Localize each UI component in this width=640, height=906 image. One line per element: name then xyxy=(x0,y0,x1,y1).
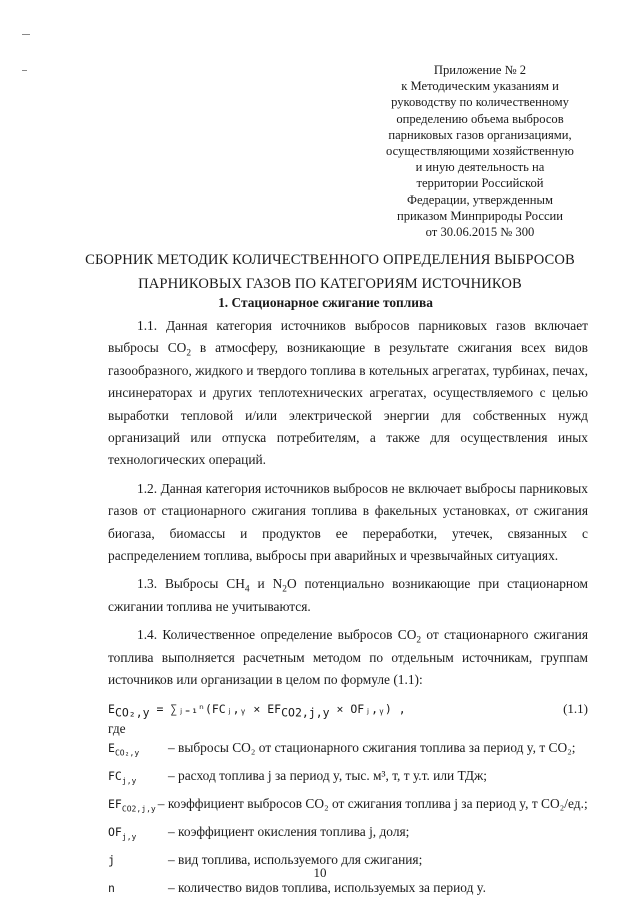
formula-1-1 xyxy=(108,698,588,720)
definition-symbol: $FC_{j,y}$ xyxy=(108,768,137,785)
appendix-header xyxy=(360,62,600,240)
definition-symbol: n xyxy=(108,880,115,895)
definition-item xyxy=(108,794,588,814)
document-title xyxy=(60,248,600,296)
definition-symbol: $E_{CO_2,y}$ xyxy=(108,740,140,757)
appendix-line: территории Российской xyxy=(416,176,544,191)
document-body xyxy=(108,293,588,906)
appendix-line: определению объема выбросов xyxy=(396,111,564,126)
definition-text: – выбросы CO₂ от стационарного сжигания топлива за период y, т CO₂; xyxy=(168,739,576,755)
appendix-line: осуществляющими хозяйственную xyxy=(386,144,574,159)
appendix-line: приказом Минприроды России xyxy=(396,208,564,223)
definition-item xyxy=(108,738,588,758)
formula-number: (1.1) xyxy=(563,700,588,716)
where-label: где xyxy=(108,720,126,736)
paragraph-1-4: 1.4. Количественное определение выбросов $CO_2$ от стационарного сжигания топлива выполняется расчетным методом по отдельным источникам, группам источников или организации в целом по формуле (1.1): xyxy=(108,627,589,688)
definition-symbol: $OF_{j,y}$ xyxy=(108,824,137,841)
formula-rhs: = ∑ⱼ₌₁ⁿ(FCⱼ,ᵧ × EF xyxy=(149,701,282,716)
definition-item xyxy=(108,822,588,842)
definition-text: – количество видов топлива, используемых за период y. xyxy=(168,879,486,895)
formula-lhs-subscript: CO₂,y xyxy=(114,705,150,720)
definition-symbol: j xyxy=(108,852,115,867)
appendix-line: Приложение № 2 xyxy=(433,63,527,77)
appendix-line: от 30.06.2015 № 300 xyxy=(425,225,535,240)
formula-lhs: E xyxy=(108,701,115,716)
definition-item xyxy=(108,766,588,786)
appendix-line: руководству по количественному xyxy=(391,95,569,110)
appendix-line: Федерации, утвержденным xyxy=(407,192,553,207)
paragraph-1-2: 1.2. Данная категория источников выбросов не включает выбросы парниковых газов от стационарного сжигания топлива в факельных установках, от сжигания биогаза, биомассы и продуктов ее переработки, утечек, связанных с распределением топлива, выбросы при аварийных и чрезвычайных ситуациях. xyxy=(108,480,588,564)
section-heading: 1. Стационарное сжигание топлива xyxy=(218,295,433,310)
scan-mark-middle xyxy=(22,70,27,71)
formula-rhs-subscript: CO2,j,y xyxy=(281,705,330,720)
paragraph-1-1: 1.1. Данная категория источников выбросов парниковых газов включает выбросы $CO_2$ в атмосферу, возникающие в результате сжигания всех видов газообразного, жидкого и твердого топлива в котельных агрегатах, турбинах, печах, инсинераторах и других теплотехнических агрегатах, осуществляемого с целью выработки тепловой и/или электрической энергии для собственных нужд организаций или отпуска потребителям, а также для осуществления иных технологических операций. xyxy=(108,318,588,468)
definition-text: – вид топлива, используемого для сжигания; xyxy=(168,851,423,867)
appendix-line: парниковых газов организациями, xyxy=(388,127,572,142)
definition-text: – коэффициент окисления топлива j, доля; xyxy=(168,823,410,839)
appendix-line: и иную деятельность на xyxy=(415,160,545,175)
definition-text: – коэффициент выбросов CO₂ от сжигания топлива j за период y, т CO₂/ед.; xyxy=(157,795,588,811)
scan-mark-top xyxy=(22,34,30,35)
page-number: 10 xyxy=(313,865,327,880)
paragraph-1-3: 1.3. Выбросы $CH_4$ и $N_2O$ потенциально возникающие при стационарном сжигании топлива не учитываются. xyxy=(108,576,588,614)
appendix-line: к Методическим указаниям и xyxy=(401,79,559,94)
title-line-2: ПАРНИКОВЫХ ГАЗОВ ПО КАТЕГОРИЯМ ИСТОЧНИКОВ xyxy=(138,276,522,292)
definition-symbol: $EF_{CO2,j,y}$ xyxy=(108,796,156,813)
definition-text: – расход топлива j за период y, тыс. м³, т, т у.т. или ТДж; xyxy=(168,767,487,783)
title-line-1: СБОРНИК МЕТОДИК КОЛИЧЕСТВЕННОГО ОПРЕДЕЛЕНИЯ ВЫБРОСОВ xyxy=(85,252,575,268)
formula-rhs-tail: × OFⱼ,ᵧ) , xyxy=(329,701,406,716)
